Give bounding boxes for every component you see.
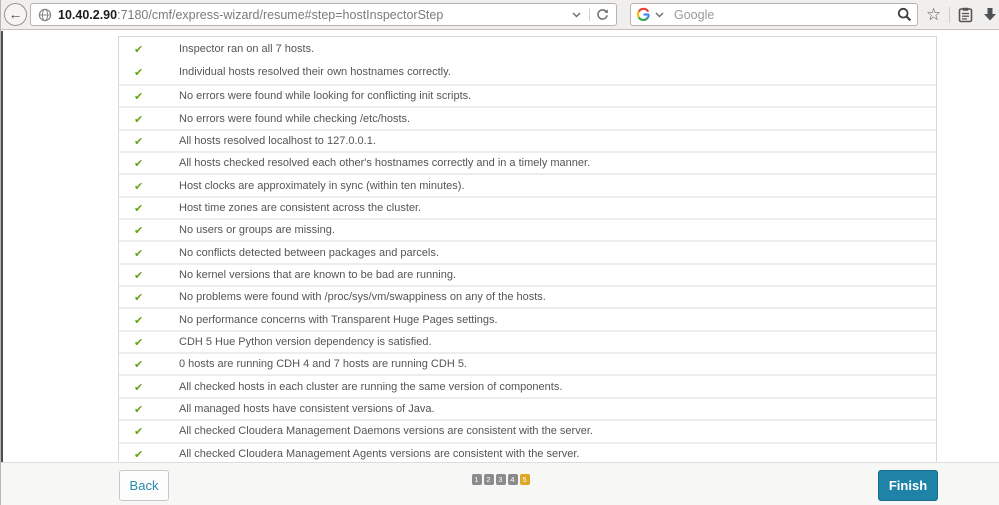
check-message: All managed hosts have consistent versions of Java. [179, 402, 435, 415]
check-list [119, 84, 936, 463]
check-message: Inspector ran on all 7 hosts. [179, 42, 315, 55]
check-row [119, 84, 936, 106]
check-row [119, 129, 936, 151]
url-host: 10.40.2.90 [58, 7, 118, 22]
check-row [119, 307, 936, 329]
check-icon: ✔ [134, 292, 144, 305]
check-icon: ✔ [134, 43, 144, 56]
check-row [119, 196, 936, 218]
check-icon: ✔ [134, 91, 144, 104]
toolbar-divider [949, 7, 950, 23]
summary-section [119, 37, 936, 84]
search-bar[interactable] [630, 3, 918, 26]
check-row [119, 173, 936, 195]
check-icon: ✔ [134, 269, 144, 282]
wizard-footer [1, 462, 999, 505]
address-bar[interactable] [30, 3, 617, 26]
check-icon: ✔ [134, 225, 144, 238]
check-icon: ✔ [134, 158, 144, 171]
check-message: No problems were found with /proc/sys/vm/swappiness on any of the hosts. [179, 291, 546, 304]
bookmarks-menu-icon[interactable] [958, 7, 973, 23]
check-row [119, 240, 936, 262]
check-row [119, 330, 936, 352]
search-icon[interactable] [897, 7, 912, 22]
check-icon: ✔ [134, 135, 144, 148]
check-icon: ✔ [134, 336, 144, 349]
check-row [119, 374, 936, 396]
check-row [119, 442, 936, 464]
finish-button[interactable]: Finish [878, 470, 938, 501]
reload-icon[interactable] [589, 8, 609, 21]
back-arrow-icon: ← [8, 6, 23, 22]
downloads-icon[interactable] [983, 7, 997, 22]
check-message: Host time zones are consistent across the cluster. [179, 201, 422, 214]
check-icon: ✔ [134, 202, 144, 215]
check-message: All checked hosts in each cluster are running the same version of components. [179, 380, 563, 393]
bookmark-star-icon[interactable]: ☆ [926, 5, 942, 24]
page-step[interactable]: 3 [496, 474, 506, 485]
check-message: No errors were found while checking /etc/hosts. [179, 112, 411, 125]
check-row [119, 285, 936, 307]
check-icon: ✔ [134, 247, 144, 260]
check-message: Individual hosts resolved their own hostnames correctly. [179, 66, 451, 79]
inspector-check-table [118, 36, 937, 463]
page-step[interactable]: 1 [472, 474, 482, 485]
google-logo-icon [636, 7, 651, 22]
summary-row [119, 37, 936, 61]
check-message: All checked Cloudera Management Agents versions are consistent with the server. [179, 447, 580, 460]
check-message: Host clocks are approximately in sync (within ten minutes). [179, 179, 465, 192]
page-step[interactable]: 2 [484, 474, 494, 485]
url-text[interactable] [58, 8, 568, 22]
page-step[interactable]: 5 [520, 474, 530, 485]
check-message: All checked Cloudera Management Daemons versions are consistent with the server. [179, 425, 593, 438]
wizard-step-indicator [472, 474, 530, 485]
check-message: All hosts checked resolved each other's hostnames correctly and in a timely manner. [179, 157, 591, 170]
check-message: No conflicts detected between packages and parcels. [179, 246, 439, 259]
check-message: No users or groups are missing. [179, 224, 335, 237]
check-message: 0 hosts are running CDH 4 and 7 hosts are running CDH 5. [179, 358, 467, 371]
host-inspector-results [1, 31, 999, 505]
check-row [119, 352, 936, 374]
search-engine-chevron-icon[interactable] [655, 12, 664, 18]
check-icon: ✔ [134, 314, 144, 327]
url-dropdown-chevron-icon[interactable] [572, 12, 581, 18]
check-message: All hosts resolved localhost to 127.0.0.1. [179, 134, 376, 147]
url-path: :7180/cmf/express-wizard/resume#step=hostInspectorStep [117, 7, 444, 22]
check-row [119, 151, 936, 173]
check-row [119, 218, 936, 240]
check-icon: ✔ [134, 359, 144, 372]
check-row [119, 106, 936, 128]
check-icon: ✔ [134, 426, 144, 439]
check-icon: ✔ [134, 448, 144, 461]
page-step[interactable]: 4 [508, 474, 518, 485]
globe-icon [38, 8, 52, 22]
check-row [119, 397, 936, 419]
check-row [119, 419, 936, 441]
check-icon: ✔ [134, 180, 144, 193]
left-edge-strip [1, 31, 3, 505]
check-icon: ✔ [134, 403, 144, 416]
check-row [119, 263, 936, 285]
search-input[interactable]: Google [674, 7, 715, 22]
check-message: No kernel versions that are known to be bad are running. [179, 268, 456, 281]
check-icon: ✔ [134, 67, 144, 80]
browser-toolbar [1, 0, 999, 30]
check-message: No performance concerns with Transparent Huge Pages settings. [179, 313, 498, 326]
check-icon: ✔ [134, 113, 144, 126]
back-button[interactable]: Back [119, 470, 169, 501]
summary-row [119, 61, 936, 85]
browser-back-button[interactable] [4, 3, 27, 26]
check-message: No errors were found while looking for conflicting init scripts. [179, 90, 472, 103]
check-icon: ✔ [134, 381, 144, 394]
check-message: CDH 5 Hue Python version dependency is satisfied. [179, 335, 432, 348]
